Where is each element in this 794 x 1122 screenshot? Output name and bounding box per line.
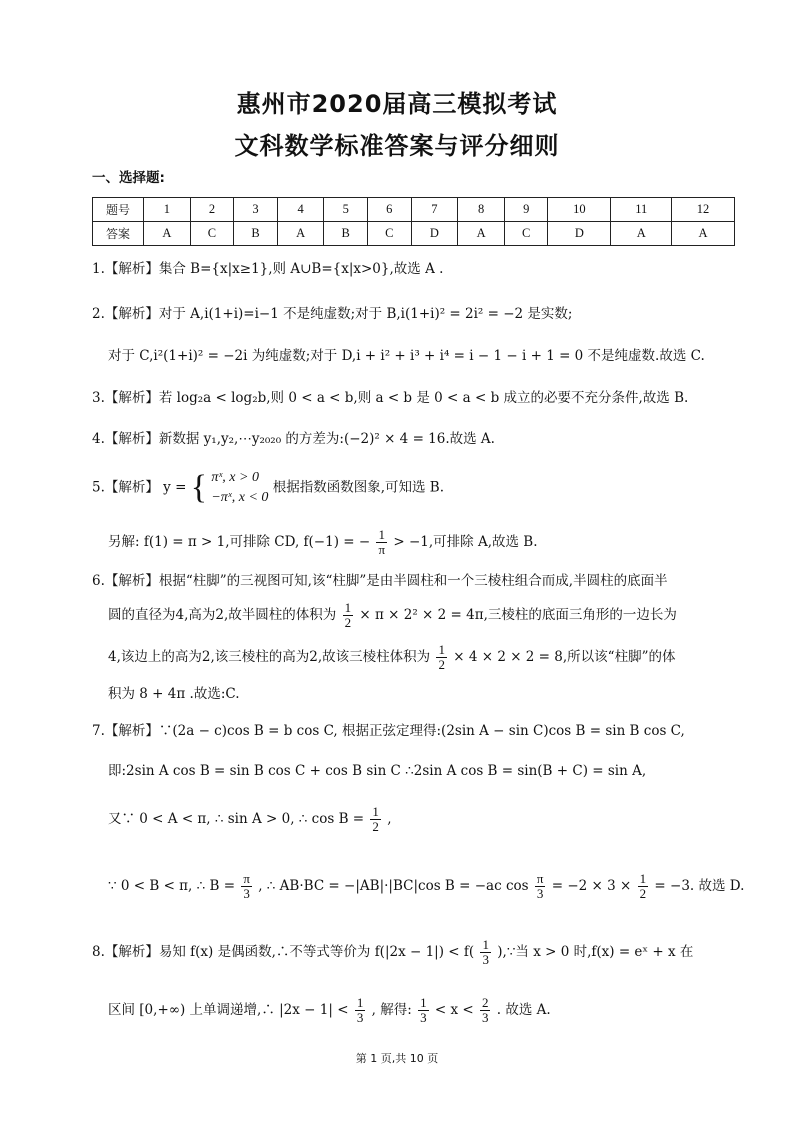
answer-cell: A [144,222,191,246]
answer-cell: D [548,222,611,246]
numerator: π [536,871,544,886]
fraction [343,601,354,630]
numerator: 2 [481,995,489,1010]
text-segment: 8.【解析】易知 f(x) 是偶函数,∴不等式等价为 f(|2x − 1|) < f( [92,944,475,960]
row-label-number: 题号 [93,198,144,222]
text-segment: × 4 × 2 × 2 = 8,所以该“柱脚”的体 [453,649,676,665]
question-number: 6 [367,198,411,222]
answer-cell: C [504,222,548,246]
answer-cell: C [190,222,234,246]
text-segment: < x < [434,1002,474,1018]
fraction [436,643,447,672]
text-segment: 区间 [0,+∞) 上单调递增,∴ |2x − 1| < [108,1002,349,1018]
text-segment: 4,该边上的高为2,该三棱柱的高为2,故该三棱柱体积为 [108,649,431,665]
question-number: 8 [458,198,505,222]
solution-6-line3 [108,643,675,672]
answer-table [92,197,735,246]
solution-2-line1: 2.【解析】对于 A,i(1+i)=i−1 不是纯虚数;对于 B,i(1+i)² = 2i² = −2 是实数; [92,306,573,322]
document-title: 惠州市2020届高三模拟考试 [236,90,558,118]
answer-cell: B [234,222,278,246]
question-number: 10 [548,198,611,222]
question-number: 5 [324,198,368,222]
question-number: 11 [611,198,672,222]
fraction [376,528,387,557]
denominator: 2 [639,886,647,901]
answer-cell: B [324,222,368,246]
solution-6-line2 [108,601,677,630]
page-footer: 第 1 页,共 10 页 [355,1052,439,1065]
denominator: 2 [372,819,379,834]
solution-7-line4 [108,872,744,901]
numerator: π [243,871,250,886]
solution-6-line1: 6.【解析】根据“柱脚”的三视图可知,该“柱脚”是由半圆柱和一个三棱柱组合而成,半圆柱的底面半 [92,573,668,589]
question-number: 1 [144,198,191,222]
text-segment: = −2 × 3 × [551,878,632,894]
text-segment: 另解: f(1) = π > 1,可排除 CD, f(−1) = − [108,534,371,550]
text-segment: 圆的直径为4,高为2,故半圆柱的体积为 [108,607,337,623]
numerator: 1 [344,600,352,615]
left-brace-symbol: { [190,469,208,506]
fraction [535,872,546,901]
denominator: 2 [344,615,352,630]
case-1: πˣ, x > 0 [211,470,259,485]
question-number: 2 [190,198,234,222]
denominator: 3 [420,1010,427,1025]
text-segment: , [387,811,392,827]
text-segment: , 解得: [371,1002,412,1018]
fraction [480,938,491,967]
denominator: 3 [481,1010,489,1025]
numerator: 1 [438,642,445,657]
numerator: 1 [376,528,387,543]
denominator: 2 [438,657,445,672]
question-number: 9 [504,198,548,222]
solution-6-line4: 积为 8 + 4π .故选:C. [108,686,240,702]
case-2: −πˣ, x < 0 [211,490,269,505]
numerator: 1 [482,937,489,952]
solution-5 [92,468,444,508]
answer-cell: A [611,222,672,246]
denominator: 3 [536,886,544,901]
section-heading: 一、选择题: [92,170,165,186]
text-segment: × π × 2² × 2 = 4π,三棱柱的底面三角形的一边长为 [359,607,677,623]
denominator: π [378,542,386,557]
answer-cell: C [367,222,411,246]
denominator: 3 [243,886,250,901]
denominator: 3 [356,1010,364,1025]
text-segment: . 故选 A. [496,1002,551,1018]
solution-1: 1.【解析】集合 B={x|x≥1},则 A∪B={x|x>0},故选 A . [92,261,444,277]
denominator: 3 [482,952,489,967]
text-segment: > −1,可排除 A,故选 B. [393,534,538,550]
solution-7-line3 [108,805,392,834]
numerator: 1 [356,995,364,1010]
solution-8-line2 [108,996,551,1025]
document-subtitle: 文科数学标准答案与评分细则 [234,132,560,160]
answer-cell: A [458,222,505,246]
text-segment: ),∵当 x > 0 时,f(x) = eˣ + x 在 [497,944,694,960]
answer-cell: D [411,222,458,246]
answer-cell: A [672,222,735,246]
question-number: 7 [411,198,458,222]
question-number: 12 [672,198,735,222]
answer-cell: A [277,222,324,246]
solution-2-line2: 对于 C,i²(1+i)² = −2i 为纯虚数;对于 D,i + i² + i³ + i⁴ = i − 1 − i + 1 = 0 不是纯虚数.故选 C. [108,348,705,364]
fraction [638,872,649,901]
numerator: 1 [639,871,647,886]
fraction [418,996,429,1025]
table-row [93,222,735,246]
solution-4: 4.【解析】新数据 y₁,y₂,⋯y₂₀₂₀ 的方差为:(−2)² × 4 = 16.故选 A. [92,431,495,447]
solution-7-line1: 7.【解析】∵(2a − c)cos B = b cos C, 根据正弦定理得:(2sin A − sin C)cos B = sin B cos C, [92,723,685,739]
numerator: 1 [420,995,427,1010]
row-label-answer: 答案 [93,222,144,246]
solution-5-suffix: 根据指数函数图象,可知选 B. [272,479,444,496]
solution-3: 3.【解析】若 log₂a < log₂b,则 0 < a < b,则 a < b 是 0 < a < b 成立的必要不充分条件,故选 B. [92,390,689,406]
question-number: 3 [234,198,278,222]
numerator: 1 [372,804,379,819]
fraction [355,996,366,1025]
question-number: 4 [277,198,324,222]
text-segment: = −3. 故选 D. [654,878,745,894]
fraction [370,805,381,834]
table-row [93,198,735,222]
fraction [480,996,491,1025]
text-segment: 又∵ 0 < A < π, ∴ sin A > 0, ∴ cos B = [108,811,365,827]
fraction [241,872,252,901]
text-segment: , ∴ AB·BC = −|AB|·|BC|cos B = −ac cos [258,878,529,894]
solution-7-line2: 即:2sin A cos B = sin B cos C + cos B sin C ∴2sin A cos B = sin(B + C) = sin A, [108,763,647,779]
text-segment: ∵ 0 < B < π, ∴ B = [108,878,236,894]
solution-5-alt [108,528,538,557]
solution-5-prefix: 5.【解析】 y = [92,479,187,496]
piecewise-cases [211,468,268,508]
solution-8-line1 [92,938,693,967]
